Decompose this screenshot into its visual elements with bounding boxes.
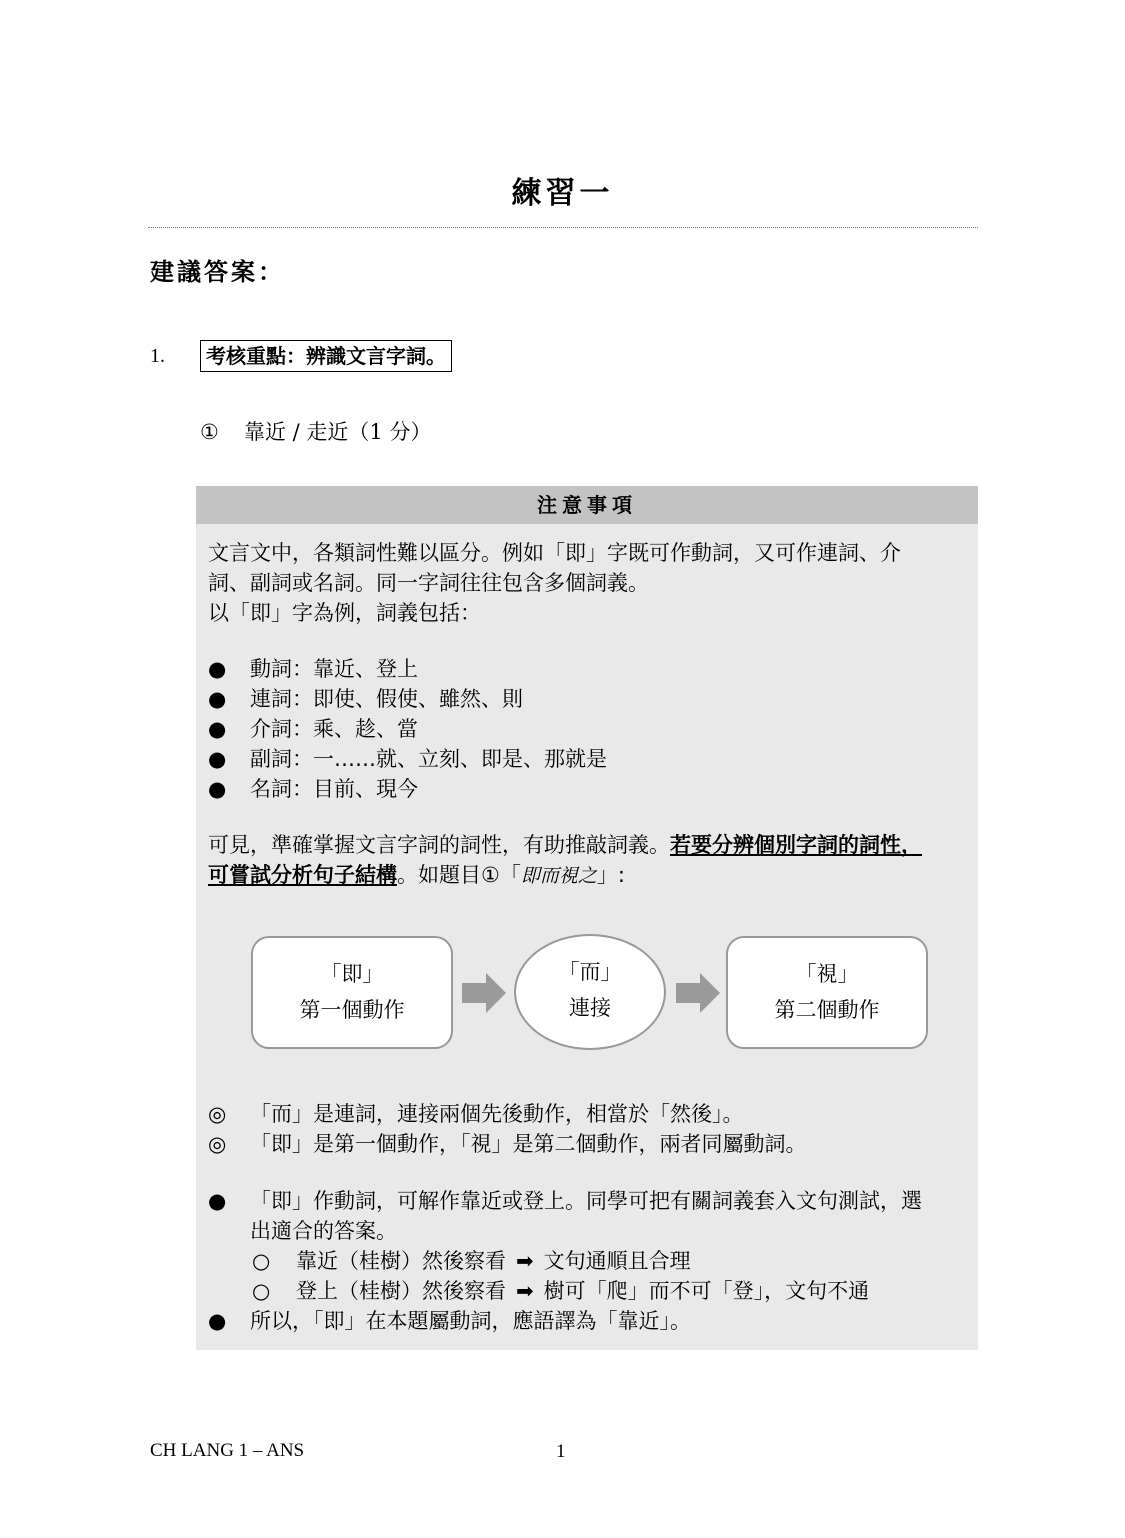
bullet-icon: ● (208, 1309, 227, 1333)
intro-line: 以「即」字為例，詞義包括： (208, 601, 481, 625)
list-item: ● 名詞：目前、現今 (208, 774, 607, 804)
question-number: 1. (150, 345, 165, 367)
double-circle-icon: ◎ (208, 1102, 227, 1126)
arrow-right-icon: ➡ (516, 1279, 534, 1303)
title-divider (148, 227, 978, 228)
diagram-ellipse-connector: 「而」 連接 (514, 934, 666, 1050)
page-number: 1 (556, 1441, 566, 1462)
list-item: ● 副詞：一……就、立刻、即是、那就是 (208, 744, 607, 774)
footer-course-code: CH LANG 1 – ANS (150, 1440, 305, 1461)
bullet-icon: ● (208, 687, 227, 711)
bullet-icon: ● (208, 717, 227, 741)
arrow-right-icon (462, 973, 506, 1013)
section-heading: 建議答案： (150, 257, 285, 286)
key-point-box: 考核重點：辨識文言字詞。 (200, 340, 452, 372)
note-header: 注意事項 (196, 486, 978, 524)
explanation-item: ● 「即」作動詞，可解作靠近或登上。同學可把有關詞義套入文句測試，選 出適合的答案。 (208, 1186, 922, 1246)
bullet-icon: ● (208, 1189, 227, 1213)
list-item: ○ 登上（桂樹）然後察看 ➡ 樹可「爬」而不可「登」，文句不通 (252, 1276, 869, 1306)
conclusion-paragraph: 可見，準確掌握文言字詞的詞性，有助推敲詞義。若要分辨個別字詞的詞性， 可嘗試分析句子結構。如題目①「即而視之」: (208, 833, 922, 887)
quoted-sentence: 即而視之 (520, 865, 597, 887)
arrow-right-icon (676, 973, 720, 1013)
answer-text: 靠近 / 走近（1 分） (244, 420, 432, 444)
list-item: ○ 靠近（桂樹）然後察看 ➡ 文句通順且合理 (252, 1246, 869, 1276)
list-item: ● 動詞：靠近、登上 (208, 654, 607, 684)
bullet-icon: ● (208, 747, 227, 771)
list-item: ● 介詞：乘、趁、當 (208, 714, 607, 744)
answer-line (200, 416, 431, 446)
emphasis-text: 可嘗試分析句子結構 (208, 863, 397, 887)
intro-line: 文言文中，各類詞性難以區分。例如「即」字既可作動詞，又可作連詞、介 (208, 541, 901, 565)
parts-of-speech-list (208, 654, 607, 804)
page-title: 練習一 (511, 176, 614, 211)
diagram-box-second-action: 「視」 第二個動作 (726, 936, 928, 1049)
answer-marker: ① (200, 420, 219, 444)
bullet-icon: ● (208, 777, 227, 801)
list-item: ◎ 「即」是第一個動作，「視」是第二個動作，兩者同屬動詞。 (208, 1129, 807, 1159)
list-item: ◎ 「而」是連詞，連接兩個先後動作，相當於「然後」。 (208, 1099, 807, 1129)
circle-icon: ○ (252, 1249, 271, 1273)
intro-line: 詞、副詞或名詞。同一字詞往往包含多個詞義。 (208, 571, 649, 595)
emphasis-text: 若要分辨個別字詞的詞性， (670, 833, 922, 857)
arrow-right-icon: ➡ (516, 1249, 534, 1273)
circle-icon: ○ (252, 1279, 271, 1303)
bullet-icon: ● (208, 657, 227, 681)
test-list (252, 1246, 869, 1306)
double-circle-icon: ◎ (208, 1132, 227, 1156)
reference-list (208, 1099, 807, 1159)
list-item: ● 連詞：即使、假使、雖然、則 (208, 684, 607, 714)
diagram-box-first-action: 「即」 第一個動作 (251, 936, 453, 1049)
final-conclusion: ● 所以，「即」在本題屬動詞，應語譯為「靠近」。 (208, 1306, 691, 1336)
note-intro (208, 538, 970, 628)
